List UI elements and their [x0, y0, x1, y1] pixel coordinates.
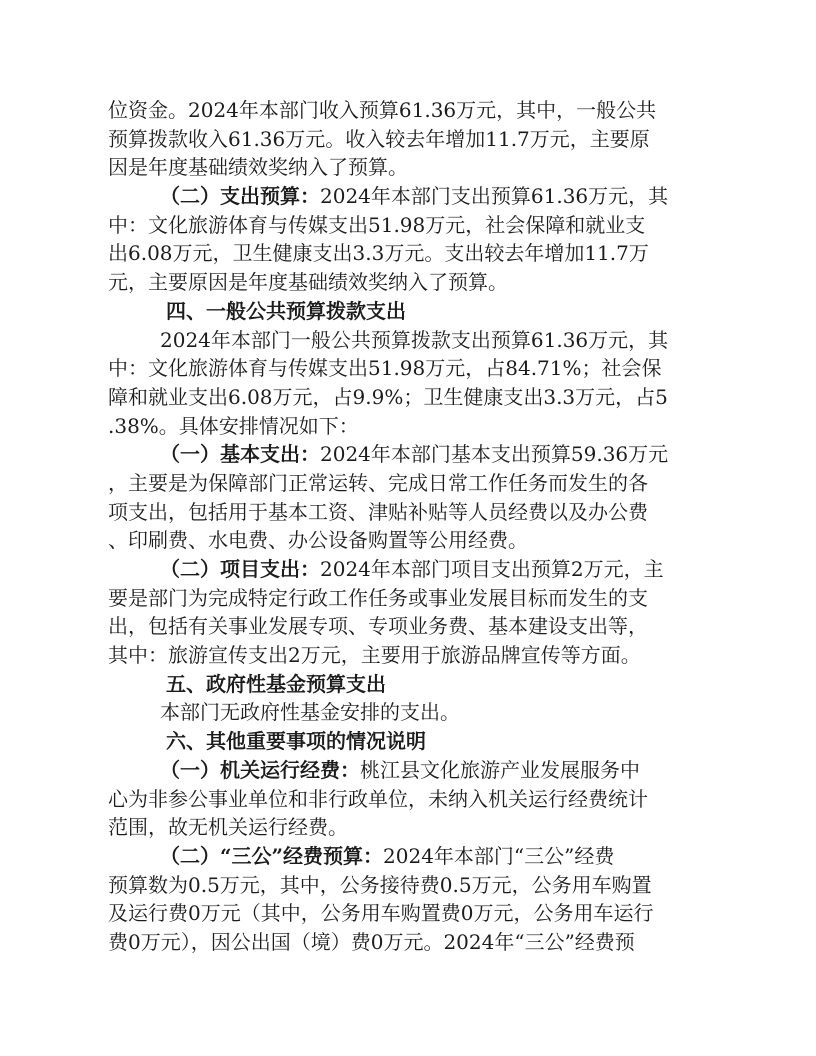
text-line: [108, 268, 704, 297]
body-text: 项支出，包括用于基本工资、津贴补贴等人员经费以及办公费: [108, 499, 648, 524]
text-line: [108, 899, 704, 928]
body-text: 其中：旅游宣传支出2万元，主要用于旅游品牌宣传等方面。: [108, 643, 641, 668]
text-line: [108, 182, 704, 211]
text-line: [108, 125, 704, 154]
text-line: [108, 727, 704, 756]
text-line: [108, 211, 704, 240]
body-text: 障和就业支出6.08万元，占9.9%；卫生健康支出3.3万元，占5: [108, 384, 668, 409]
body-text: 要是部门为完成特定行政工作任务或事业发展目标而发生的支: [108, 585, 648, 610]
body-text: 范围，故无机关运行经费。: [108, 815, 348, 840]
section-heading: （一）基本支出：: [160, 442, 320, 467]
text-line: [108, 96, 704, 125]
body-text: 2024年本部门“三公”经费: [383, 843, 615, 868]
body-text: 中：文化旅游体育与传媒支出51.98万元，占84.71%；社会保: [108, 356, 662, 381]
body-text: 出，包括有关事业发展专项、专项业务费、基本建设支出等，: [108, 614, 648, 639]
body-text: 元，主要原因是年度基础绩效奖纳入了预算。: [108, 270, 508, 295]
body-text: 位资金。2024年本部门收入预算61.36万元，其中，一般公共: [108, 98, 657, 122]
body-text: 预算数为0.5万元，其中，公务接待费0.5万元，公务用车购置: [108, 872, 652, 897]
section-heading: （二）“三公”经费预算：: [160, 843, 384, 868]
text-line: [108, 526, 704, 555]
text-line: [108, 698, 704, 727]
text-line: [108, 555, 704, 584]
text-line: [108, 326, 704, 355]
body-text: 出6.08万元，卫生健康支出3.3万元。支出较去年增加11.7万: [108, 241, 649, 266]
body-text: 费0万元），因公出国（境）费0万元。2024年“三公”经费预: [108, 929, 635, 954]
body-text: 因是年度基础绩效奖纳入了预算。: [108, 155, 408, 180]
text-line: [108, 612, 704, 641]
section-heading: （二）项目支出：: [160, 557, 320, 581]
text-line: [108, 756, 704, 785]
section-heading: 五、政府性基金预算支出: [166, 671, 386, 696]
text-line: [108, 440, 704, 469]
text-line: [108, 412, 704, 441]
body-text: 中：文化旅游体育与传媒支出51.98万元，社会保障和就业支: [108, 212, 646, 237]
body-text: .38%。具体安排情况如下：: [108, 413, 359, 438]
text-line: [108, 153, 704, 182]
text-line: [108, 297, 704, 326]
text-line: [108, 239, 704, 268]
text-line: [108, 383, 704, 412]
text-line: [108, 871, 704, 900]
text-line: [108, 813, 704, 842]
text-line: [108, 641, 704, 670]
body-text: ，主要是为保障部门正常运转、完成日常工作任务而发生的各: [108, 470, 648, 495]
text-line: [108, 842, 704, 871]
text-line: [108, 354, 704, 383]
body-text: 、印刷费、水电费、办公设备购置等公用经费。: [108, 528, 528, 553]
body-text: 本部门无政府性基金安排的支出。: [160, 700, 460, 725]
text-line: [108, 928, 704, 957]
text-line: [108, 584, 704, 613]
section-heading: （二）支出预算：: [160, 184, 320, 209]
body-text: 2024年本部门一般公共预算拨款支出预算61.36万元，其: [160, 327, 669, 352]
text-line: [108, 670, 704, 699]
body-text: 桃江县文化旅游产业发展服务中: [360, 757, 640, 782]
text-line: [108, 785, 704, 814]
text-line: [108, 498, 704, 527]
text-line: [108, 469, 704, 498]
body-text: 2024年本部门基本支出预算59.36万元: [320, 442, 669, 467]
body-text: 及运行费0万元（其中，公务用车购置费0万元，公务用车运行: [108, 901, 654, 926]
section-heading: （一）机关运行经费：: [160, 757, 360, 782]
section-heading: 四、一般公共预算拨款支出: [166, 298, 406, 323]
body-text: 心为非参公事业单位和非行政单位，未纳入机关运行经费统计: [108, 786, 648, 811]
body-text: 预算拨款收入61.36万元。收入较去年增加11.7万元，主要原: [108, 126, 650, 151]
body-text: 2024年本部门支出预算61.36万元，其: [320, 184, 669, 209]
body-text: 2024年本部门项目支出预算2万元，主: [320, 557, 664, 581]
section-heading: 六、其他重要事项的情况说明: [166, 729, 426, 754]
